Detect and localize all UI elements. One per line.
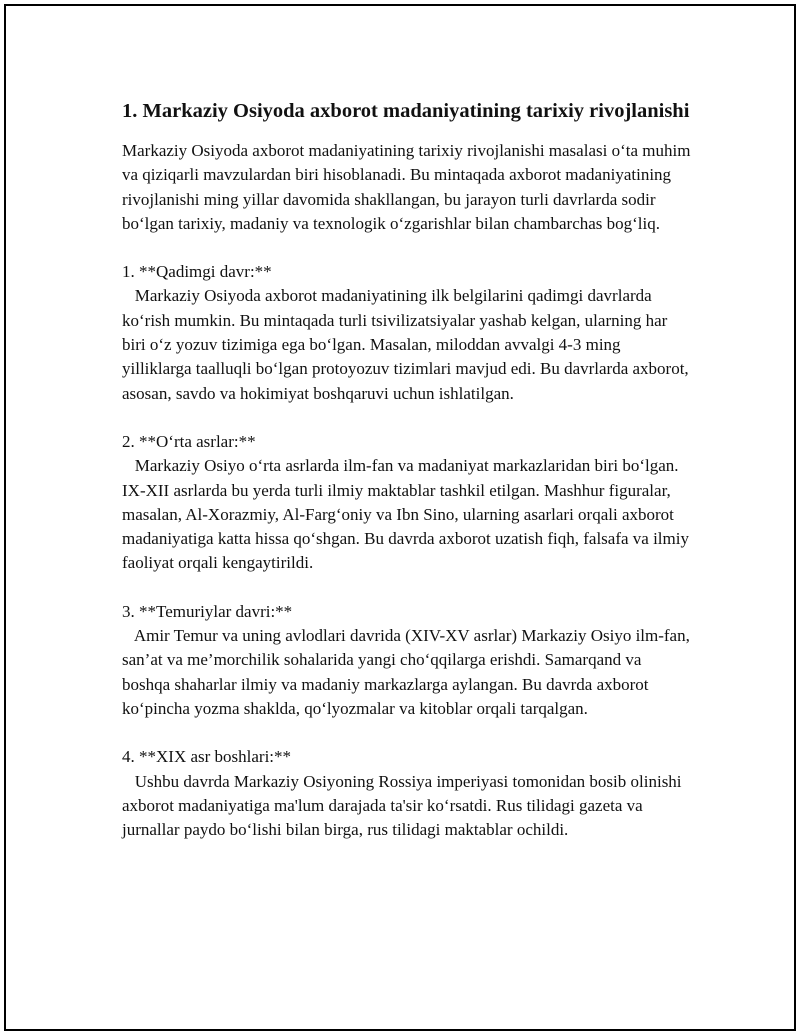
indent-space [122,286,135,305]
section-body: Markaziy Osiyoda axborot madaniyatining ilk belgilarini qadimgi davrlarda ko‘rish mumkin. Bu mintaqada turli tsivilizatsiyalar yashab kelgan, ularning har biri o‘z yozuv tizimiga ega bo‘lgan. Masalan, miloddan avvalgi 4-3 ming yilliklarga taalluqli bo‘lgan protoyozuv tizimlari mavjud edi. Bu davrlarda axborot, asosan, savdo va hokimiyat boshqaruvi uchun ishlatilgan. [122,286,689,403]
section-body: Markaziy Osiyo o‘rta asrlarda ilm-fan va madaniyat markazlaridan biri bo‘lgan. IX-XII asrlarda bu yerda turli ilmiy maktablar tashkil etilgan. Mashhur figuralar, masalan, Al-Xorazmiy, Al-Farg‘oniy va Ibn Sino, ularning asarlari orqali axborot madaniyatiga katta hissa qo‘shgan. Bu davrda axborot uzatish fiqh, falsafa va ilmiy faoliyat orqali kengaytirildi. [122,456,689,573]
section-heading: 2. **O‘rta asrlar:** [122,431,256,451]
section-body: Ushbu davrda Markaziy Osiyoning Rossiya imperiyasi tomonidan bosib olinishi axborot madaniyatiga ma'lum darajada ta'sir ko‘rsatdi. Rus tilidagi gazeta va jurnallar paydo bo‘lishi bilan birga, rus tilidagi maktablar ochildi. [122,771,682,840]
section-temuriylar-davri [122,600,692,721]
section-body: Amir Temur va uning avlodlari davrida (XIV-XV asrlar) Markaziy Osiyo ilm-fan, san’at va me’morchilik sohalarida yangi cho‘qqilarga erishdi. Samarqand va boshqa shaharlar ilmiy va madaniy markazlarga aylangan. Bu davrda axborot ko‘pincha yozma shaklda, qo‘lyozmalar va kitoblar orqali tarqalgan. [122,626,690,718]
page-frame [4,4,796,1031]
indent-space [122,772,135,791]
document-content [122,98,692,866]
section-orta-asrlar [122,430,692,576]
document-title: 1. Markaziy Osiyoda axborot madaniyatining tarixiy rivojlanishi [122,100,690,122]
section-xix-asr-boshlari [122,745,692,842]
section-qadimgi-davr [122,260,692,406]
indent-space [122,626,134,645]
section-heading: 3. **Temuriylar davri:** [122,601,293,621]
section-heading: 4. **XIX asr boshlari:** [122,747,292,767]
indent-space [122,456,135,475]
intro-paragraph: Markaziy Osiyoda axborot madaniyatining tarixiy rivojlanishi masalasi o‘ta muhim va qiziqarli mavzulardan biri hisoblanadi. Bu mintaqada axborot madaniyatining rivojlanishi ming yillar davomida shakllangan, bu jarayon turli davrlarda sodir bo‘lgan tarixiy, madaniy va texnologik o‘zgarishlar bilan chambarchas bog‘liq. [122,141,691,233]
section-heading: 1. **Qadimgi davr:** [122,262,272,282]
